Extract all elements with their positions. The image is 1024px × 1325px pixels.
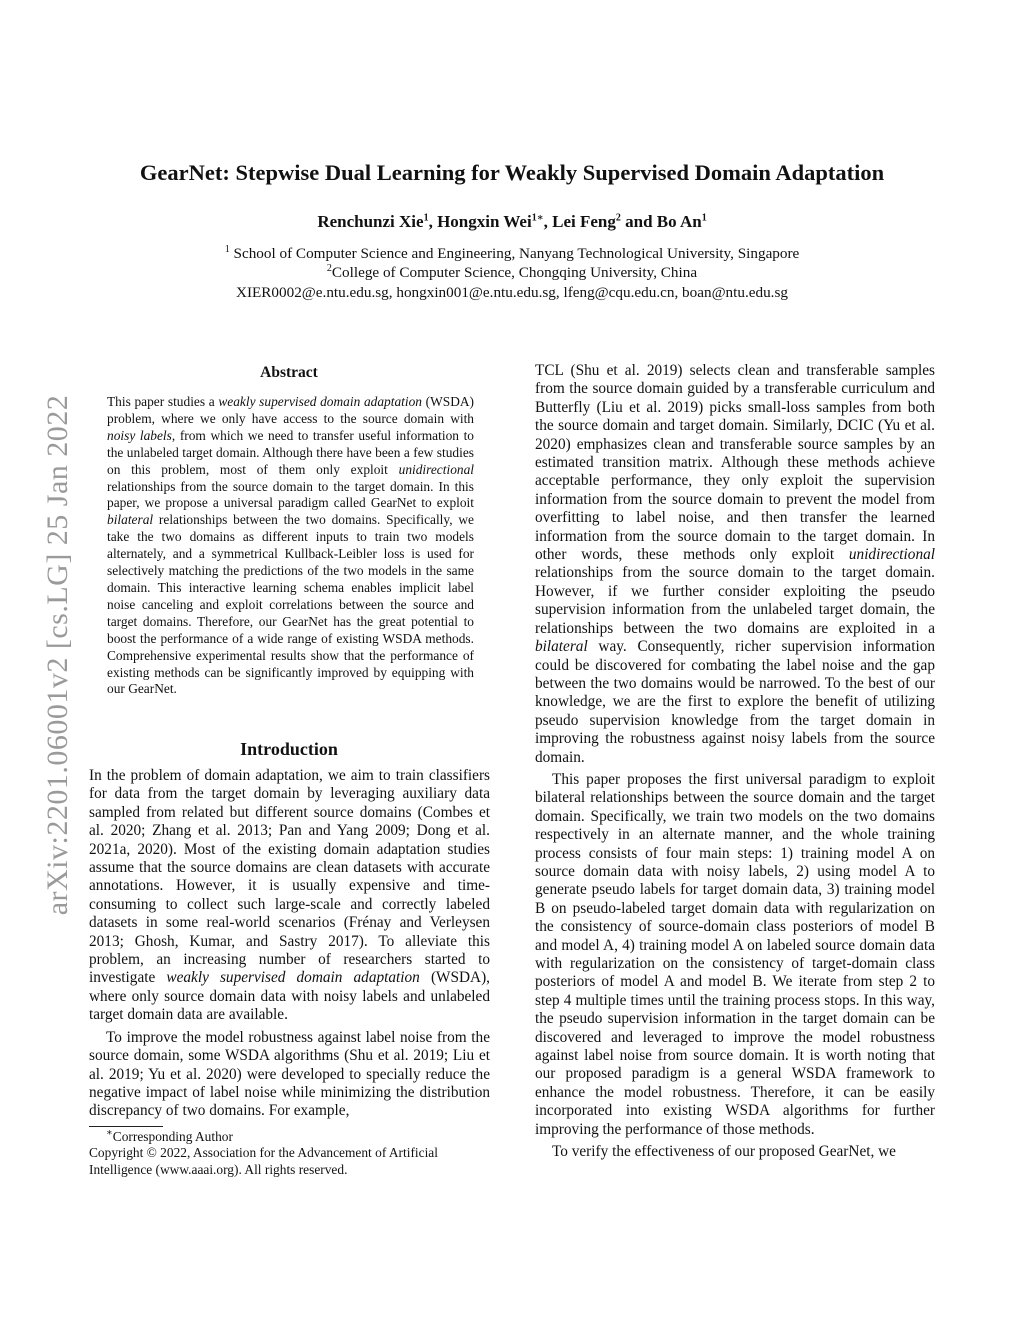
paragraph-text: TCL (Shu et al. 2019) selects clean and transferable samples from the source domain guided by a transferable curriculum and Butterfly (Liu et al. 2019) picks small-loss samples from both the source domain and target domain. Similarly, DCIC (Yu et al. 2020) emphasizes clean and transferable source samples by an estimated transition matrix. Although these methods achieve acceptable performance, they only exploit the supervision information from the source domain to prevent the model from overfitting to label noise, and then transfer the learned information from the source domain to the target domain. In other words, these methods only exploit <box>535 362 935 564</box>
paragraph-emphasis: unidirectional <box>848 546 935 564</box>
introduction-heading: Introduction <box>240 739 338 759</box>
affiliation-text: College of Computer Science, Chongqing University, China <box>331 264 698 281</box>
intro-paragraph-5: To verify the effectiveness of our proposed GearNet, we <box>552 1143 896 1161</box>
footnote-rule <box>89 1126 163 1127</box>
abstract-heading: Abstract <box>260 364 318 381</box>
intro-paragraph-3 <box>535 362 935 767</box>
footnote <box>89 1129 490 1178</box>
author-emails: XIER0002@e.ntu.edu.sg, hongxin001@e.ntu.edu.sg, lfeng@cqu.edu.cn, boan@ntu.edu.sg <box>236 284 788 301</box>
footnote-text: Corresponding Author <box>112 1129 233 1144</box>
paragraph-text: (WSDA), where only source domain data with noisy labels and unlabeled target domain data are available. <box>89 969 490 1024</box>
intro-paragraph-4: This paper proposes the first universal paradigm to exploit bilateral relationships between the source domain and the target domain. Specifically, we train two models on the two domains respectively in an alternate manner, and the whole training process consists of four main steps: 1) training model A on source domain data with noisy labels, 2) using model A to generate pseudo labels for target domain data, 3) training model B on pseudo-labeled target domain data with regularization on the consistency of source-domain class posteriors of model B and model A, 4) training model A on labeled source domain data with regularization on the consistency of target-domain class posteriors of model A and model B. We iterate from step 2 to step 4 multiple times until the training process stops. In this way, the pseudo supervision information in the target domain can be discovered and leveraged to improve the model robustness against label noise from source domain. It is worth noting that our proposed paradigm is a general WSDA framework to enhance the model robustness. Therefore, it can be easily incorporated into existing WSDA algorithms for further improving the performance of those methods. <box>535 770 935 1138</box>
abstract-body <box>107 394 474 698</box>
author-affiliation-mark: 1 <box>701 212 707 224</box>
paragraph-text: relationships from the source domain to the target domain. However, if we further consider exploiting the pseudo supervision information from the unlabeled target domain, the relationships between the two domains are exploited in a <box>535 564 935 637</box>
abstract-text: This paper studies a <box>107 394 219 409</box>
affiliation-mark: 1 <box>224 243 230 255</box>
affiliation-1 <box>0 244 1024 263</box>
corresponding-author-note <box>89 1129 490 1145</box>
copyright-notice: Copyright © 2022, Association for the Advancement of Artificial Intelligence (www.aaai.org). All rights reserved. <box>89 1145 438 1177</box>
abstract-emphasis: weakly supervised domain adaptation <box>218 394 422 409</box>
left-column <box>89 767 490 1121</box>
author-separator: and <box>620 212 657 231</box>
author-affiliation-mark: 2 <box>615 212 621 224</box>
intro-paragraph-2: To improve the model robustness against label noise from the source domain, some WSDA algorithms (Shu et al. 2019; Liu et al. 2019; Yu et al. 2020) were developed to specially reduce the negative impact of label noise while minimizing the distribution discrepancy of two domains. For example, <box>89 1028 490 1120</box>
abstract-emphasis: noisy labels <box>107 427 172 443</box>
affiliation-mark: 2 <box>326 262 332 274</box>
paragraph-emphasis: bilateral <box>535 638 588 656</box>
paragraph-emphasis: weakly supervised domain adaptation <box>166 969 420 987</box>
author-affiliation-mark: 1∗ <box>531 212 544 224</box>
abstract-text: relationships from the source domain to the target domain. In this paper, we propose a universal paradigm called GearNet to exploit <box>107 478 474 511</box>
paper-title: GearNet: Stepwise Dual Learning for Weakly Supervised Domain Adaptation <box>139 160 885 185</box>
abstract-emphasis: unidirectional <box>398 461 474 477</box>
author-name: Bo An <box>656 212 702 231</box>
affiliation-text: School of Computer Science and Engineering, Nanyang Technological University, Singapore <box>229 245 800 262</box>
author-separator: , <box>543 212 553 231</box>
right-column <box>535 362 935 1161</box>
arxiv-identifier: arXiv:2201.06001v2 [cs.LG] 25 Jan 2022 <box>41 394 74 916</box>
paragraph-text: way. Consequently, richer supervision information could be discovered for combating the label noise and the gap between the two domains would be narrowed. To the best of our knowledge, we are the first to explore the benefit of utilizing pseudo supervision knowledge from the target domain in improving the robustness against noisy labels from the source domain. <box>535 638 935 766</box>
author-name: Lei Feng <box>552 212 616 231</box>
abstract-text: , from which we need to transfer useful information to the unlabeled target domain. Although there have been a few studies on this problem, most of them only exploit <box>107 427 474 477</box>
author-name: Renchunzi Xie <box>317 212 424 231</box>
abstract-emphasis: bilateral <box>107 512 154 528</box>
abstract-text: relationships between the two domains. Specifically, we take the two domains as different inputs to train two models alternately, and a symmetrical Kullback-Leibler loss is used for selectively matching the predictions of the two models in the same domain. This interactive learning schema enables implicit label noise canceling and exploit correlations between the source and target domains. Therefore, our GearNet has the great potential to boost the performance of a wide range of existing WSDA methods. Comprehensive experimental results show that the performance of existing methods can be significantly improved by equipping with our GearNet. <box>107 512 474 697</box>
intro-paragraph-1 <box>89 767 490 1025</box>
abstract-text: (WSDA) problem, where we only have access to the source domain with <box>107 394 474 426</box>
affiliation-2 <box>0 263 1024 282</box>
paragraph-text: In the problem of domain adaptation, we aim to train classifiers for data from the target domain by leveraging auxiliary data sampled from related but different source domains (Combes et al. 2020; Zhang et al. 2013; Pan and Yang 2009; Dong et al. 2021a, 2020). Most of the existing domain adaptation studies assume that the source domains are clean datasets with accurate annotations. However, it is usually expensive and time-consuming to collect such large-scale and correctly labeled datasets in some real-world scenarios (Frénay and Verleysen 2013; Ghosh, Kumar, and Sastry 2017). To alleviate this problem, an increasing number of researchers started to investigate <box>89 767 490 987</box>
author-separator: , <box>428 212 438 231</box>
author-list <box>0 212 1024 232</box>
author-name: Hongxin Wei <box>437 212 532 231</box>
author-affiliation-mark: 1 <box>423 212 429 224</box>
footnote-mark: ∗ <box>106 1127 113 1139</box>
